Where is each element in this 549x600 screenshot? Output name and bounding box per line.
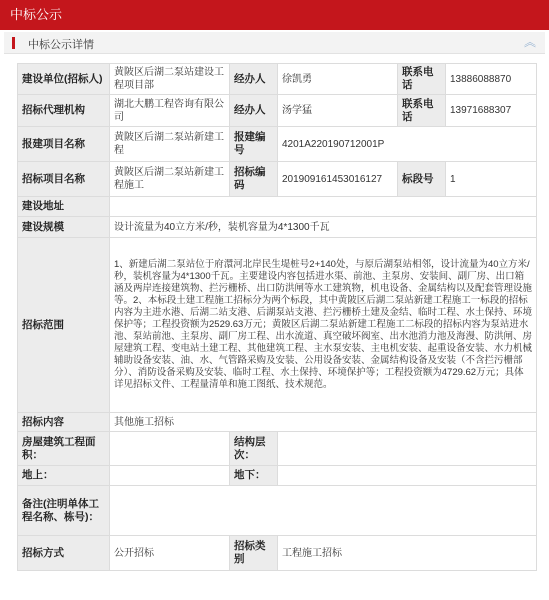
value-bid-number: 201909161453016127 [278, 162, 398, 197]
label-below-ground: 地下： [230, 466, 278, 486]
value-scope: 1、新建后湖二泵站位于府澴河北岸民生堤桩号2+140处，与原后湖泵站相邻，设计流量为40立方米/秒，装机容量为4*1300千瓦。主要建设内容包括进水渠、前池、主泵房、安装间、副厂房、出口箱涵及两岸连接建筑物、拦污栅桥、出口防洪闸等水工建筑物，机电设备、金属结构以及配套管理设施等。2、本标段土建工程施工招标分为两个标段，其中黄陂区后湖二泵站新建工程施工一标段的招标内容为主进水港、后湖二站支港、后湖泵站支港、拦污栅桥土建及金结、临时工程、水土保持、环境保护等；工程投资额为2529.63万元；黄陂区后湖二泵站新建工程施工二标段的招标内容为泵站进水池、泵站前池、主泵房、副厂房工程、出水流道、真空破坏阀室、出水池消力池及海漫、防洪闸、房屋建筑工程、变电站土建工程、其他建筑工程、主水泵安装、主电机安装、起重设备安装、水力机械辅助设备安装、油、水、气管路采购及安装、公用设备安装、金属结构设备及安装（不含拦污栅部分）、消防设备采购及安装、临时工程、水土保持、环境保护等；工程投资额为4729.62万元；具体详见招标文件、工程量清单和施工图纸、技术规范。 [110, 238, 537, 413]
page-title-bar [0, 0, 549, 30]
label-scope: 招标范围 [18, 238, 110, 413]
value-phone: 13886088870 [446, 64, 537, 95]
label-content: 招标内容 [18, 413, 110, 432]
section-header [4, 32, 545, 54]
value-below-ground [278, 466, 537, 486]
label-location: 建设地址 [18, 197, 110, 217]
value-agent: 汤学猛 [278, 95, 398, 127]
table-row [18, 413, 537, 432]
table-row [18, 217, 537, 238]
label-floors: 结构层次： [230, 432, 278, 466]
value-content: 其他施工招标 [110, 413, 537, 432]
label-bid-number: 招标编码 [230, 162, 278, 197]
label-construction-unit: 建设单位(招标人) [18, 64, 110, 95]
label-agent: 经办人 [230, 95, 278, 127]
table-row [18, 536, 537, 571]
value-bidding-agency: 湖北大鹏工程咨询有限公司 [110, 95, 230, 127]
label-report-project-name: 报建项目名称 [18, 127, 110, 162]
label-phone: 联系电话 [398, 95, 446, 127]
table-row [18, 486, 537, 536]
label-report-number: 报建编号 [230, 127, 278, 162]
value-scale: 设计流量为40立方米/秒，装机容量为4*1300千瓦 [110, 217, 537, 238]
value-method: 公开招标 [110, 536, 230, 571]
table-row [18, 95, 537, 127]
section-marker [12, 37, 15, 49]
table-row [18, 162, 537, 197]
label-phone: 联系电话 [398, 64, 446, 95]
value-bid-project-name: 黄陂区后湖二泵站新建工程施工 [110, 162, 230, 197]
value-report-project-name: 黄陂区后湖二泵站新建工程 [110, 127, 230, 162]
label-building-area: 房屋建筑工程面积： [18, 432, 110, 466]
section-title: 中标公示详情 [28, 39, 94, 51]
value-phone: 13971688307 [446, 95, 537, 127]
value-section-number: 1 [446, 162, 537, 197]
label-section-number: 标段号 [398, 162, 446, 197]
value-location [110, 197, 537, 217]
collapse-chevron-up-icon[interactable]: ︽ [523, 35, 536, 49]
value-category: 工程施工招标 [278, 536, 537, 571]
page-title: 中标公示 [10, 7, 63, 22]
label-above-ground: 地上： [18, 466, 110, 486]
bid-info-table [17, 63, 537, 571]
value-above-ground [110, 466, 230, 486]
table-row [18, 432, 537, 466]
table-row [18, 197, 537, 217]
table-row [18, 238, 537, 413]
label-category: 招标类别 [230, 536, 278, 571]
value-floors [278, 432, 537, 466]
table-row [18, 64, 537, 95]
label-method: 招标方式 [18, 536, 110, 571]
label-bid-project-name: 招标项目名称 [18, 162, 110, 197]
label-notes: 备注(注明单体工程名称、栋号)： [18, 486, 110, 536]
label-agent: 经办人 [230, 64, 278, 95]
value-report-number: 4201A220190712001P [278, 127, 537, 162]
table-row [18, 466, 537, 486]
value-notes [110, 486, 537, 536]
value-building-area [110, 432, 230, 466]
label-scale: 建设规模 [18, 217, 110, 238]
label-bidding-agency: 招标代理机构 [18, 95, 110, 127]
value-agent: 徐凯勇 [278, 64, 398, 95]
value-construction-unit: 黄陂区后湖二泵站建设工程项目部 [110, 64, 230, 95]
table-row [18, 127, 537, 162]
